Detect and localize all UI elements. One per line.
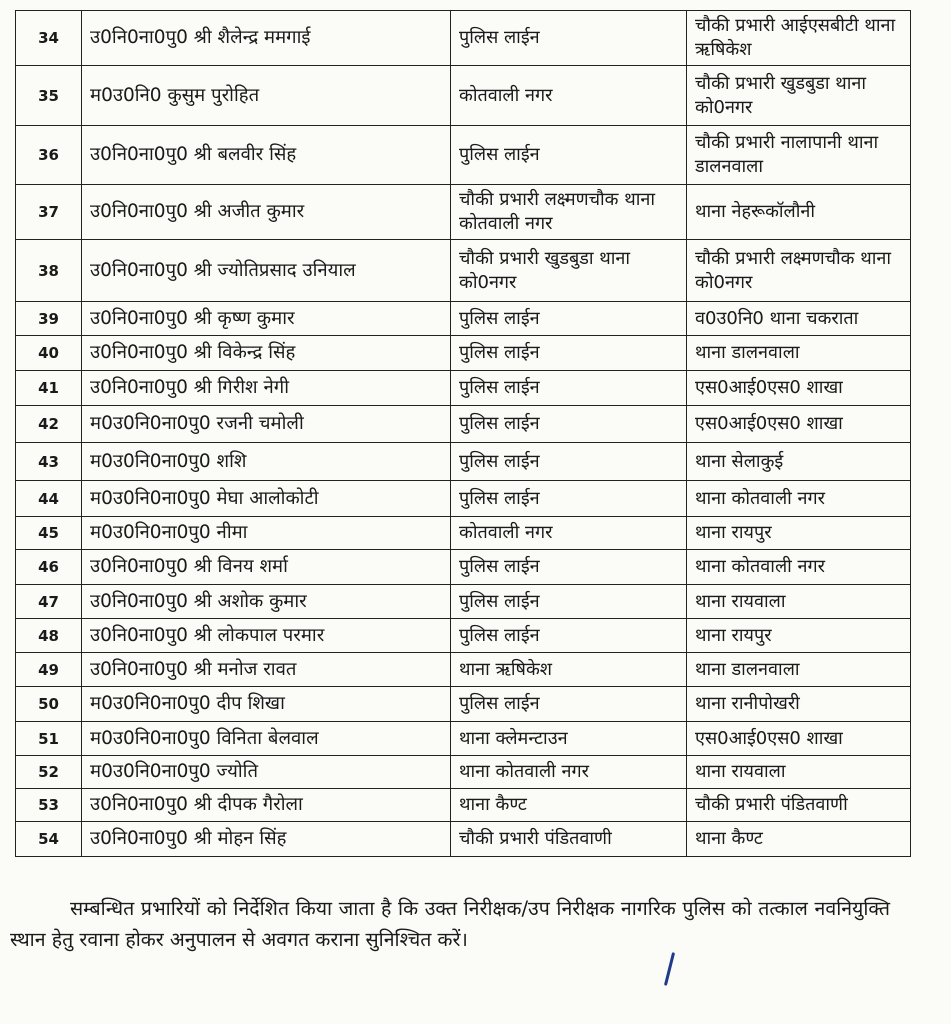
table-row <box>16 11 911 66</box>
officer-name: उ0नि0ना0पु0 श्री अशोक कुमार <box>82 585 451 619</box>
posted-to: चौकी प्रभारी लक्ष्मणचौक थाना को0नगर <box>687 240 911 302</box>
officer-name: म0उ0नि0ना0पु0 मेघा आलोकोटी <box>82 481 451 517</box>
table-row <box>16 653 911 687</box>
officer-name: उ0नि0ना0पु0 श्री मोहन सिंह <box>82 822 451 857</box>
serial-number: 47 <box>16 585 82 619</box>
posted-from: पुलिस लाईन <box>451 550 687 585</box>
officer-name: उ0नि0ना0पु0 श्री बलवीर सिंह <box>82 126 451 185</box>
table-row <box>16 585 911 619</box>
serial-number: 45 <box>16 517 82 550</box>
table-row <box>16 517 911 550</box>
serial-number: 43 <box>16 443 82 481</box>
posted-from: कोतवाली नगर <box>451 517 687 550</box>
serial-number: 44 <box>16 481 82 517</box>
table-row <box>16 302 911 336</box>
table-row <box>16 443 911 481</box>
table-row <box>16 336 911 371</box>
posted-to: थाना डालनवाला <box>687 653 911 687</box>
officer-name: उ0नि0ना0पु0 श्री अजीत कुमार <box>82 185 451 240</box>
serial-number: 49 <box>16 653 82 687</box>
posted-from: पुलिस लाईन <box>451 11 687 66</box>
posted-to: एस0आई0एस0 शाखा <box>687 406 911 443</box>
officer-name: उ0नि0ना0पु0 श्री दीपक गैरोला <box>82 789 451 822</box>
posted-from: पुलिस लाईन <box>451 687 687 722</box>
officer-name: उ0नि0ना0पु0 श्री कृष्ण कुमार <box>82 302 451 336</box>
posted-from: थाना कैण्ट <box>451 789 687 822</box>
posted-to: थाना कोतवाली नगर <box>687 481 911 517</box>
posted-from: पुलिस लाईन <box>451 481 687 517</box>
posted-to: चौकी प्रभारी खुडबुडा थाना को0नगर <box>687 66 911 126</box>
posted-from: चौकी प्रभारी लक्ष्मणचौक थाना कोतवाली नगर <box>451 185 687 240</box>
table-row <box>16 481 911 517</box>
table-row <box>16 722 911 756</box>
posted-from: पुलिस लाईन <box>451 371 687 406</box>
posted-to: थाना कैण्ट <box>687 822 911 857</box>
officer-name: उ0नि0ना0पु0 श्री शैलेन्द्र ममगाई <box>82 11 451 66</box>
posted-from: पुलिस लाईन <box>451 619 687 653</box>
officer-name: म0उ0नि0ना0पु0 विनिता बेलवाल <box>82 722 451 756</box>
officer-name: म0उ0नि0ना0पु0 शशि <box>82 443 451 481</box>
serial-number: 51 <box>16 722 82 756</box>
transfer-table <box>15 10 911 857</box>
posted-from: पुलिस लाईन <box>451 406 687 443</box>
posted-from: थाना क्लेमन्टाउन <box>451 722 687 756</box>
table-row <box>16 66 911 126</box>
table-row <box>16 756 911 789</box>
serial-number: 46 <box>16 550 82 585</box>
officer-name: उ0नि0ना0पु0 श्री मनोज रावत <box>82 653 451 687</box>
posted-to: थाना रायवाला <box>687 756 911 789</box>
table-row <box>16 550 911 585</box>
posted-to: थाना रायवाला <box>687 585 911 619</box>
instruction-text: सम्बन्धित प्रभारियों को निर्देशित किया जाता है कि उक्त निरीक्षक/उप निरीक्षक नागरिक पुलिस को तत्काल नवनियुक्ति स्थान हेतु रवाना होकर अनुपालन से अवगत कराना सुनिश्चित करें। <box>10 897 890 951</box>
posted-to: थाना रायपुर <box>687 619 911 653</box>
posted-to: चौकी प्रभारी आईएसबीटी थाना ऋषिकेश <box>687 11 911 66</box>
serial-number: 54 <box>16 822 82 857</box>
table-row <box>16 126 911 185</box>
posted-to: थाना रायपुर <box>687 517 911 550</box>
posted-to: थाना कोतवाली नगर <box>687 550 911 585</box>
posted-to: चौकी प्रभारी पंडितवाणी <box>687 789 911 822</box>
posted-from: पुलिस लाईन <box>451 302 687 336</box>
posted-to: एस0आई0एस0 शाखा <box>687 371 911 406</box>
transfer-table-body <box>16 11 911 857</box>
officer-name: उ0नि0ना0पु0 श्री विकेन्द्र सिंह <box>82 336 451 371</box>
serial-number: 41 <box>16 371 82 406</box>
table-row <box>16 371 911 406</box>
officer-name: म0उ0नि0ना0पु0 नीमा <box>82 517 451 550</box>
serial-number: 40 <box>16 336 82 371</box>
posted-from: थाना कोतवाली नगर <box>451 756 687 789</box>
officer-name: म0उ0नि0ना0पु0 दीप शिखा <box>82 687 451 722</box>
serial-number: 42 <box>16 406 82 443</box>
posted-to: एस0आई0एस0 शाखा <box>687 722 911 756</box>
serial-number: 48 <box>16 619 82 653</box>
posted-from: पुलिस लाईन <box>451 336 687 371</box>
posted-from: कोतवाली नगर <box>451 66 687 126</box>
table-row <box>16 406 911 443</box>
serial-number: 35 <box>16 66 82 126</box>
officer-name: म0उ0नि0ना0पु0 रजनी चमोली <box>82 406 451 443</box>
posted-from: चौकी प्रभारी खुडबुडा थाना को0नगर <box>451 240 687 302</box>
table-row <box>16 619 911 653</box>
posted-to: थाना रानीपोखरी <box>687 687 911 722</box>
officer-name: उ0नि0ना0पु0 श्री ज्योतिप्रसाद उनियाल <box>82 240 451 302</box>
officer-name: म0उ0नि0 कुसुम पुरोहित <box>82 66 451 126</box>
table-row <box>16 789 911 822</box>
posted-from: पुलिस लाईन <box>451 126 687 185</box>
serial-number: 37 <box>16 185 82 240</box>
posted-from: पुलिस लाईन <box>451 585 687 619</box>
table-row <box>16 240 911 302</box>
posted-from: चौकी प्रभारी पंडितवाणी <box>451 822 687 857</box>
table-row <box>16 687 911 722</box>
posted-to: व0उ0नि0 थाना चकराता <box>687 302 911 336</box>
posted-to: थाना नेहरूकॉलौनी <box>687 185 911 240</box>
posted-to: चौकी प्रभारी नालापानी थाना डालनवाला <box>687 126 911 185</box>
table-row <box>16 185 911 240</box>
officer-name: उ0नि0ना0पु0 श्री विनय शर्मा <box>82 550 451 585</box>
posted-from: पुलिस लाईन <box>451 443 687 481</box>
pen-mark <box>664 952 675 986</box>
officer-name: उ0नि0ना0पु0 श्री लोकपाल परमार <box>82 619 451 653</box>
serial-number: 38 <box>16 240 82 302</box>
officer-name: म0उ0नि0ना0पु0 ज्योति <box>82 756 451 789</box>
instruction-paragraph <box>10 893 890 955</box>
serial-number: 34 <box>16 11 82 66</box>
serial-number: 39 <box>16 302 82 336</box>
officer-name: उ0नि0ना0पु0 श्री गिरीश नेगी <box>82 371 451 406</box>
serial-number: 36 <box>16 126 82 185</box>
posted-to: थाना डालनवाला <box>687 336 911 371</box>
posted-from: थाना ऋषिकेश <box>451 653 687 687</box>
serial-number: 50 <box>16 687 82 722</box>
serial-number: 53 <box>16 789 82 822</box>
posted-to: थाना सेलाकुई <box>687 443 911 481</box>
serial-number: 52 <box>16 756 82 789</box>
table-row <box>16 822 911 857</box>
